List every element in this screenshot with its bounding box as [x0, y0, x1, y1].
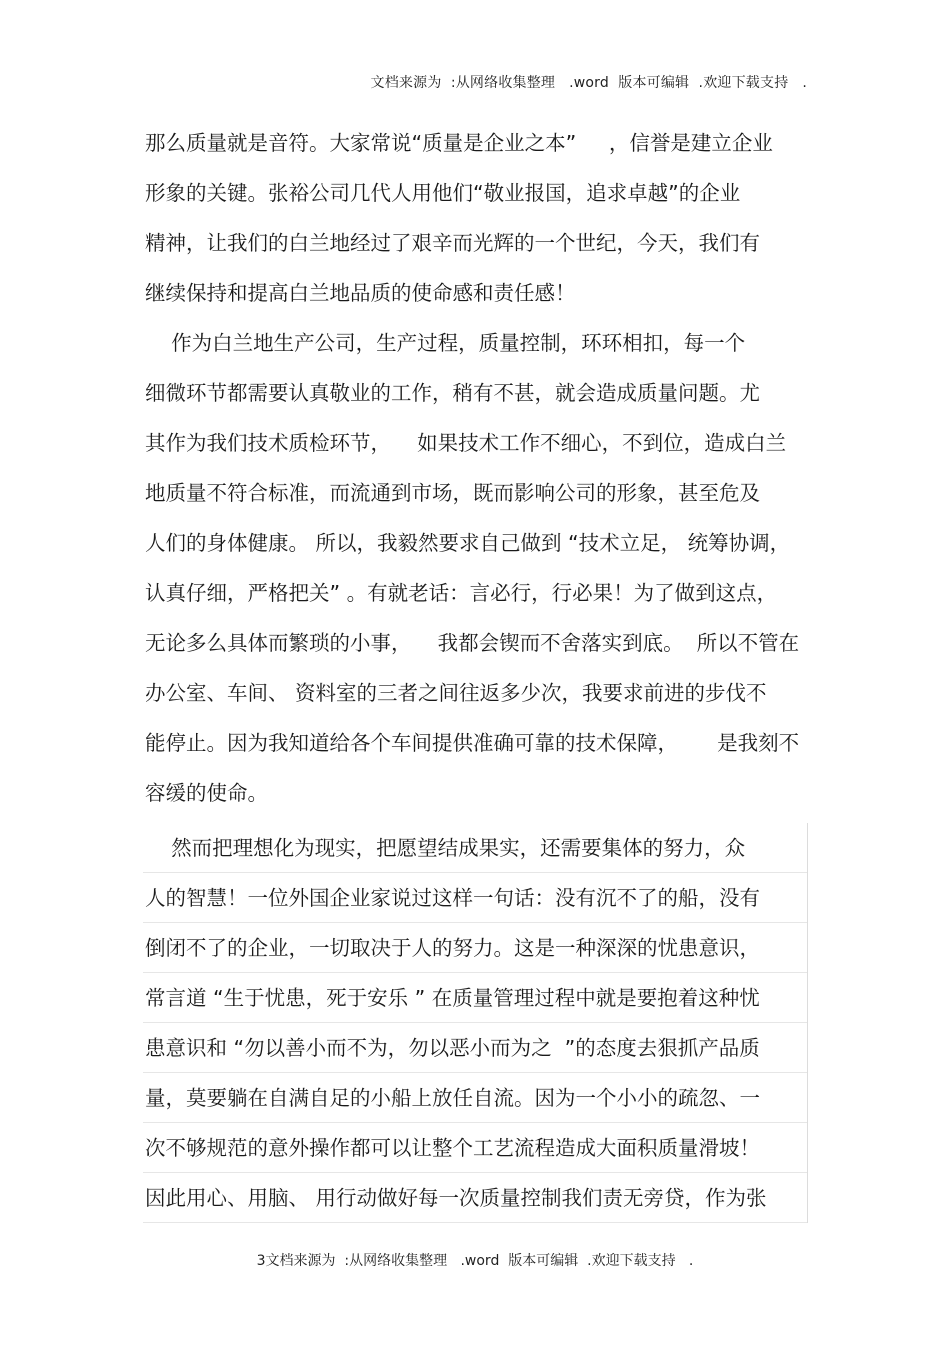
- text-line: 患意识和 “勿以善小而不为，勿以恶小而为之 ”的态度去狠抓产品质: [143, 1023, 807, 1073]
- text-line: 然而把理想化为现实，把愿望结成果实，还需要集体的努力，众: [143, 823, 807, 873]
- text-line: 次不够规范的意外操作都可以让整个工艺流程造成大面积质量滑坡！: [143, 1123, 807, 1173]
- text-line: 那么质量就是音符。大家常说“质量是企业之本” ，信誉是建立企业: [145, 131, 773, 155]
- text-line: 形象的关键。张裕公司几代人用他们“敬业报国，追求卓越”的企业: [145, 181, 741, 205]
- paragraph-1: [145, 118, 805, 318]
- text-line: 常言道 “生于忧患，死于安乐 ” 在质量管理过程中就是要抱着这种忧: [143, 973, 807, 1023]
- text-line: 能停止。因为我知道给各个车间提供准确可靠的技术保障， 是我刻不: [145, 731, 800, 755]
- text-line: 人的智慧！一位外国企业家说过这样一句话：没有沉不了的船，没有: [143, 873, 807, 923]
- text-line: 其作为我们技术质检环节， 如果技术工作不细心，不到位，造成白兰: [145, 431, 787, 455]
- text-line: 倒闭不了的企业，一切取决于人的努力。这是一种深深的忧患意识，: [143, 923, 807, 973]
- text-line: 精神，让我们的白兰地经过了艰辛而光辉的一个世纪，今天，我们有: [145, 231, 760, 255]
- text-line: 继续保持和提高白兰地品质的使命感和责任感！: [145, 281, 576, 305]
- document-body: [145, 118, 805, 818]
- page-header: 文档来源为 :从网络收集整理 .word 版本可编辑 .欢迎下载支持 .: [370, 75, 807, 91]
- paragraph-3-boxed: [143, 823, 808, 1223]
- text-line: 量，莫要躺在自满自足的小船上放任自流。因为一个小小的疏忽、一: [143, 1073, 807, 1123]
- text-line: 因此用心、用脑、 用行动做好每一次质量控制我们责无旁贷，作为张: [143, 1173, 807, 1223]
- text-line: 地质量不符合标准，而流通到市场，既而影响公司的形象，甚至危及: [145, 481, 760, 505]
- text-line: 办公室、车间、 资料室的三者之间往返多少次，我要求前进的步伐不: [145, 681, 767, 705]
- paragraph-2: [145, 318, 805, 818]
- text-line: 无论多么具体而繁琐的小事， 我都会锲而不舍落实到底。 所以不管在: [145, 631, 800, 655]
- page-footer: 3文档来源为 :从网络收集整理 .word 版本可编辑 .欢迎下载支持 .: [256, 1253, 694, 1269]
- text-line: 细微环节都需要认真敬业的工作，稍有不甚，就会造成质量问题。尤: [145, 381, 760, 405]
- text-line: 作为白兰地生产公司，生产过程，质量控制，环环相扣，每一个: [145, 331, 746, 355]
- text-line: 人们的身体健康。 所以，我毅然要求自己做到 “技术立足， 统筹协调，: [145, 531, 791, 555]
- text-line: 认真仔细，严格把关” 。有就老话：言必行，行必果！为了做到这点，: [145, 581, 778, 605]
- text-line: 容缓的使命。: [145, 781, 268, 805]
